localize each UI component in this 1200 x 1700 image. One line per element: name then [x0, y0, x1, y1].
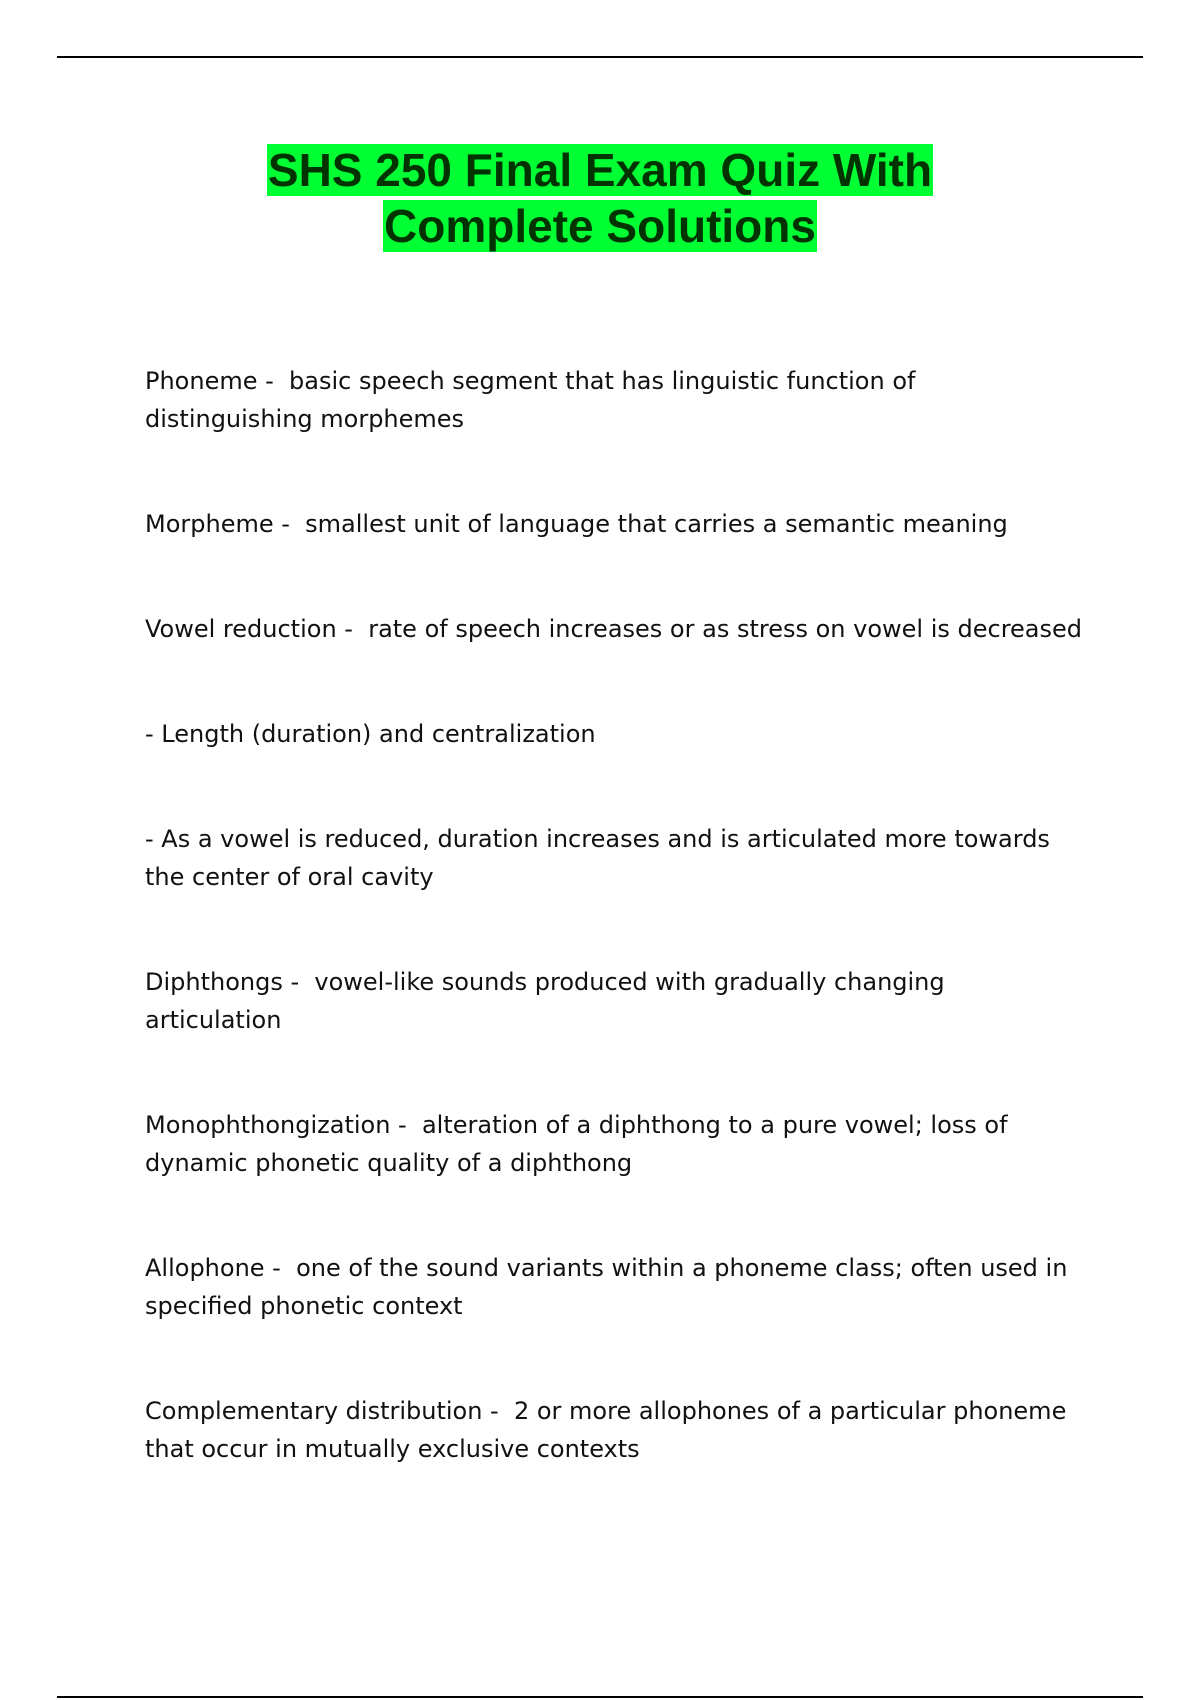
- definition-entry-diphthongs: Diphthongs - vowel-like sounds produced with gradually changing articulation: [145, 968, 953, 1034]
- definition-entry-vowel-reduced: - As a vowel is reduced, duration increases and is articulated more towards the center of oral cavity: [145, 825, 1058, 891]
- definition-entry-phoneme: Phoneme - basic speech segment that has linguistic function of distinguishing morphemes: [145, 367, 924, 433]
- title-line-1: [0, 142, 1200, 198]
- header-rule: [57, 56, 1143, 58]
- document-title: [0, 142, 1200, 254]
- definition-list: [145, 362, 1085, 1468]
- definition-entry-complementary-distribution: Complementary distribution - 2 or more allophones of a particular phoneme that occur in mutually exclusive contexts: [145, 1397, 1074, 1463]
- definition-entry-length: - Length (duration) and centralization: [145, 720, 596, 748]
- title-line-2-text: Complete Solutions: [384, 200, 816, 252]
- definition-entry-monophthongization: Monophthongization - alteration of a diphthong to a pure vowel; loss of dynamic phonetic quality of a diphthong: [145, 1111, 1016, 1177]
- title-line-2: [0, 198, 1200, 254]
- footer-rule: [57, 1696, 1143, 1698]
- title-line-1-text: SHS 250 Final Exam Quiz With: [267, 144, 933, 196]
- definition-entry-allophone: Allophone - one of the sound variants within a phoneme class; often used in specified phonetic context: [145, 1254, 1076, 1320]
- definition-entry-morpheme: Morpheme - smallest unit of language that carries a semantic meaning: [145, 510, 1008, 538]
- definition-entry-vowel-reduction: Vowel reduction - rate of speech increases or as stress on vowel is decreased: [145, 615, 1083, 643]
